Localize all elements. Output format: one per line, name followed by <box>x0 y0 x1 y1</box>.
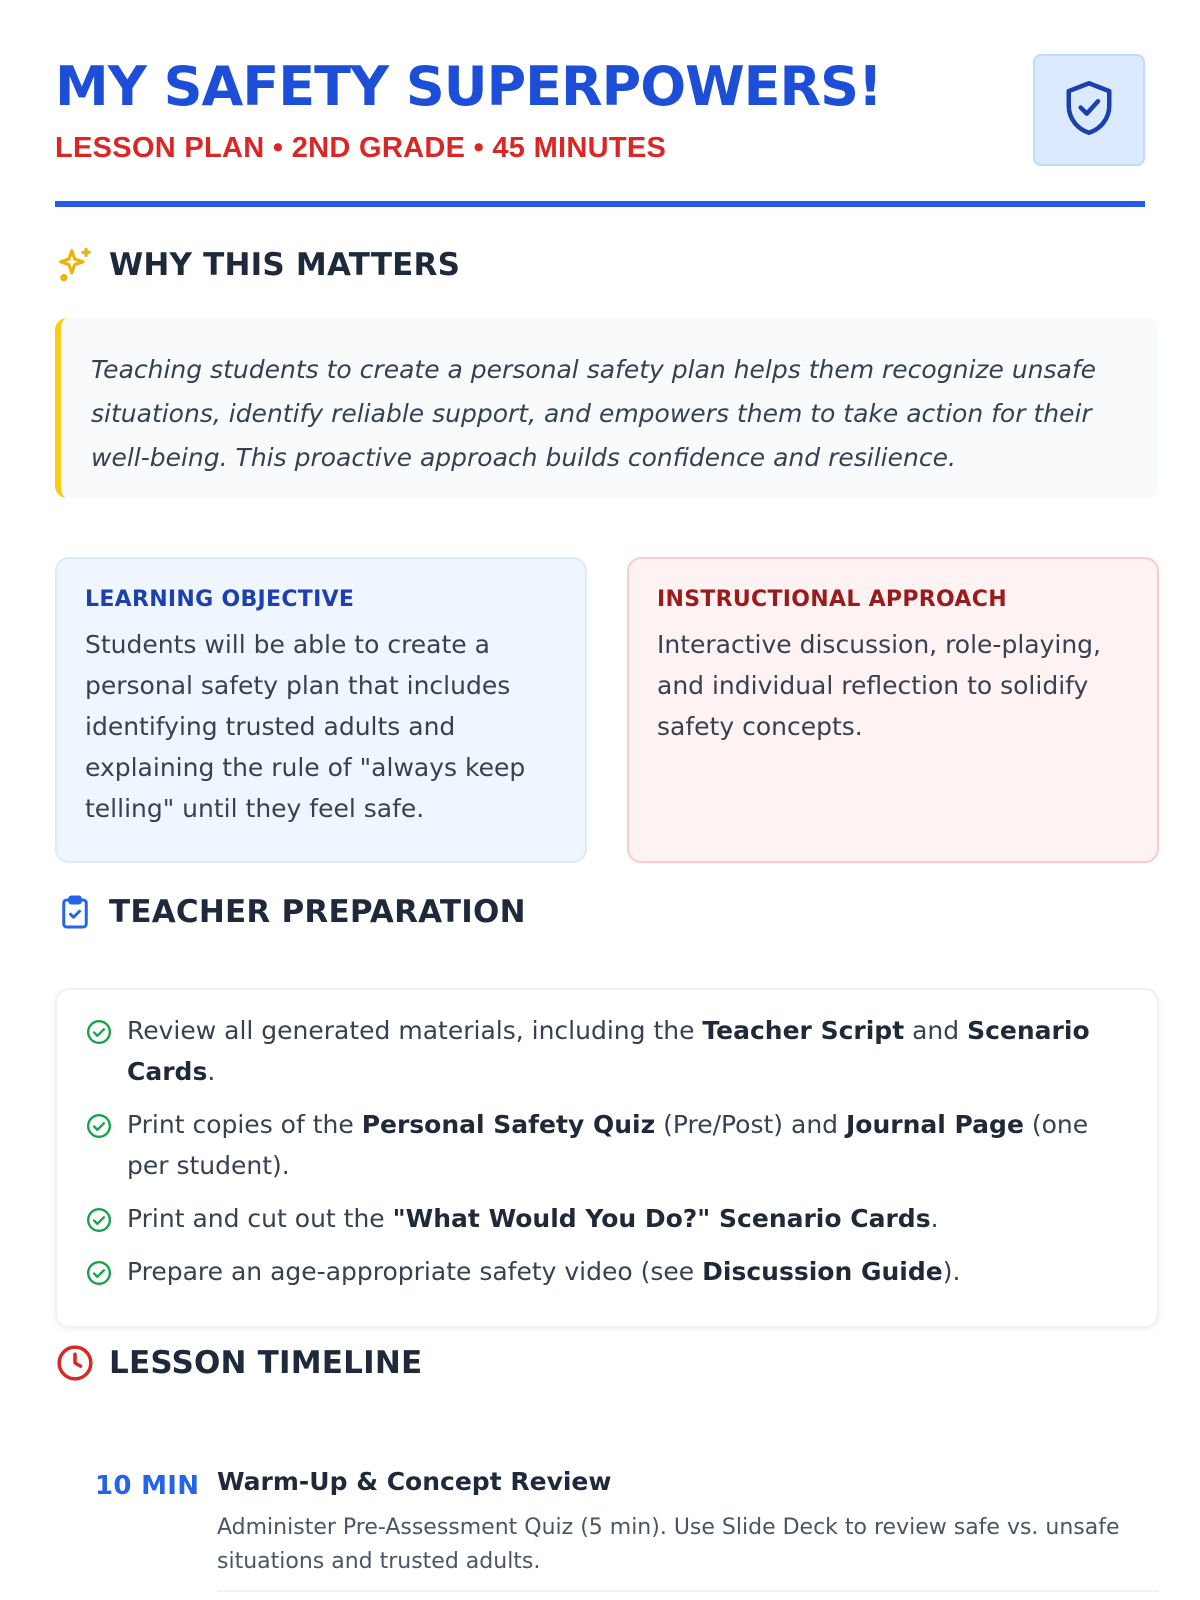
sparkles-icon <box>55 245 95 285</box>
check-circle-icon <box>85 1259 113 1287</box>
prep-section-heading <box>55 892 526 932</box>
shield-badge <box>1033 54 1145 166</box>
teacher-prep-list <box>55 988 1159 1328</box>
approach-text: Interactive discussion, role-playing, and individual reflection to solidify safety concepts. <box>657 630 1101 741</box>
timeline-title: Warm-Up & Concept Review <box>217 1467 612 1496</box>
list-item <box>85 1010 1129 1092</box>
header <box>55 0 1145 207</box>
shield-check-icon <box>1062 78 1116 143</box>
timeline-duration: 10 MIN <box>95 1471 200 1501</box>
objective-text: Students will be able to create a personal safety plan that includes identifying trusted adults and explaining the rule of "always keep telling" until they feel safe. <box>85 630 526 823</box>
timeline-divider <box>217 1590 1159 1592</box>
clock-icon <box>55 1343 95 1383</box>
learning-objective-card <box>55 557 587 863</box>
list-item <box>85 1251 1129 1292</box>
prep-heading: TEACHER PREPARATION <box>109 894 526 930</box>
list-item <box>85 1104 1129 1186</box>
approach-label: INSTRUCTIONAL APPROACH <box>657 587 1007 612</box>
check-circle-icon <box>85 1018 113 1046</box>
timeline-row <box>55 1455 1159 1600</box>
why-heading: WHY THIS MATTERS <box>109 247 461 283</box>
instructional-approach-card <box>627 557 1159 863</box>
check-circle-icon <box>85 1206 113 1234</box>
page-title: MY SAFETY SUPERPOWERS! <box>55 55 882 118</box>
page-subtitle: LESSON PLAN • 2ND GRADE • 45 MINUTES <box>55 132 667 164</box>
prep-item-text: Print and cut out the "What Would You Do?" Scenario Cards. <box>127 1204 939 1233</box>
prep-item-text: Print copies of the Personal Safety Quiz (Pre/Post) and Journal Page (one per student). <box>127 1110 1089 1180</box>
objective-label: LEARNING OBJECTIVE <box>85 587 355 612</box>
why-section-heading <box>55 245 460 285</box>
list-item <box>85 1198 1129 1239</box>
why-callout: Teaching students to create a personal safety plan helps them recognize unsafe situations, identify reliable support, and empowers them to take action for their well-being. This proactive approach builds confidence and resilience. <box>55 318 1159 498</box>
timeline-heading: LESSON TIMELINE <box>109 1345 423 1381</box>
timeline-section-heading <box>55 1343 422 1383</box>
prep-item-text: Prepare an age-appropriate safety video (see Discussion Guide). <box>127 1257 961 1286</box>
timeline-description: Administer Pre-Assessment Quiz (5 min). Use Slide Deck to review safe vs. unsafe situations and trusted adults. <box>217 1515 1120 1574</box>
check-circle-icon <box>85 1112 113 1140</box>
prep-item-text: Review all generated materials, including the Teacher Script and Scenario Cards. <box>127 1016 1090 1086</box>
clipboard-check-icon <box>55 892 95 932</box>
